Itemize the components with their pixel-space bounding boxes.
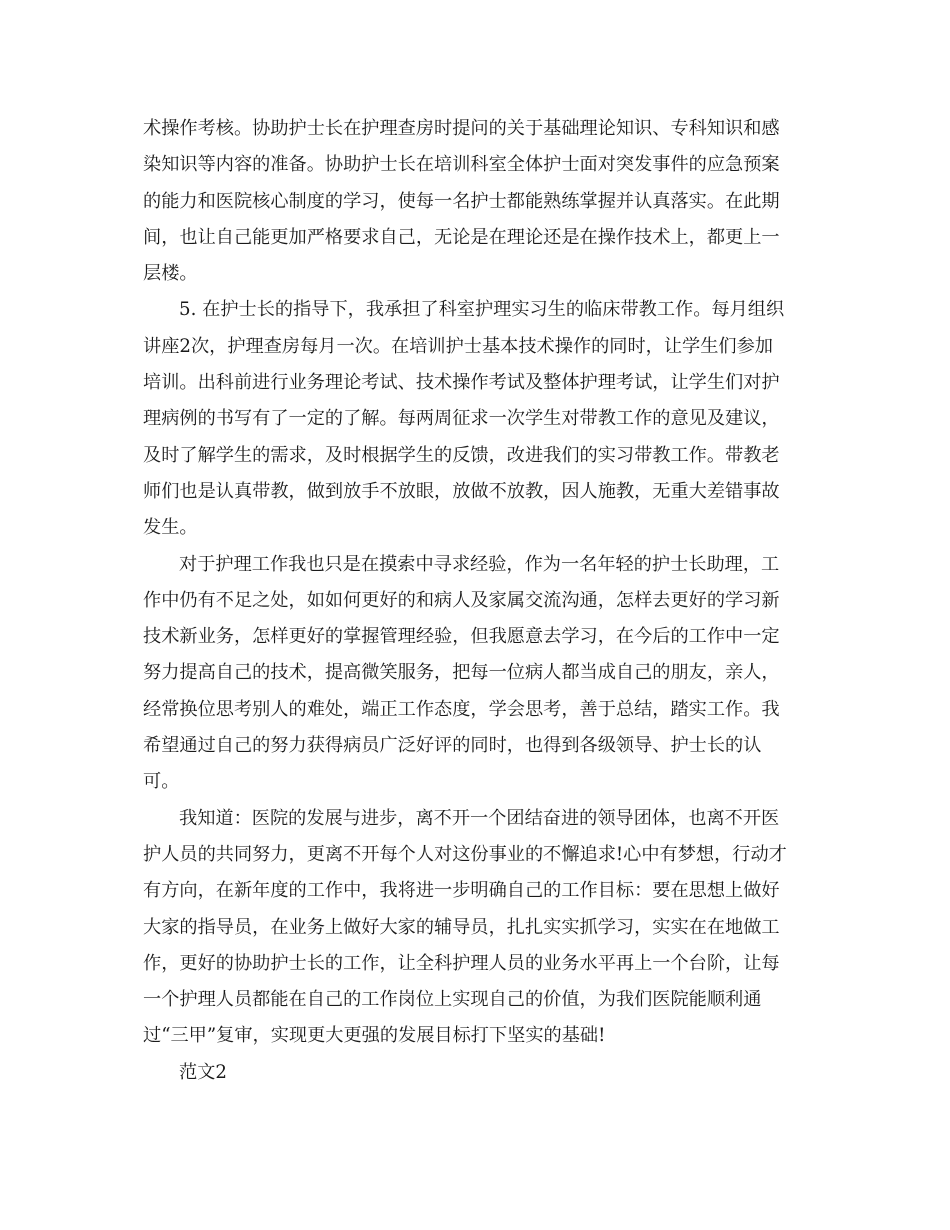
- text-line: 染知识等内容的准备。协助护士长在培训科室全体护士面对突发事件的应急预案: [143, 154, 780, 176]
- text-line: 及时了解学生的需求，及时根据学生的反馈，改进我们的实习带教工作。带教老: [143, 444, 780, 466]
- text-line: 技术新业务，怎样更好的掌握管理经验，但我愿意去学习，在今后的工作中一定: [143, 626, 780, 648]
- text-line: 层楼。: [143, 263, 198, 285]
- text-line: 努力提高自己的技术，提高微笑服务，把每一位病人都当成自己的朋友，亲人，: [143, 662, 780, 684]
- section-heading-block: [143, 1055, 807, 1091]
- text-line: 理病例的书写有了一定的了解。每两周征求一次学生对带教工作的意见及建议，: [143, 408, 780, 430]
- text-line: 一个护理人员都能在自己的工作岗位上实现自己的价值，为我们医院能顺利通: [143, 989, 762, 1011]
- text-line: 可。: [143, 771, 180, 793]
- text-line: 护人员的共同努力，更离不开每个人对这份事业的不懈追求!心中有梦想，行动才: [143, 843, 787, 865]
- text-line: 经常换位思考别人的难处，端正工作态度，学会思考，善于总结，踏实工作。我: [143, 698, 780, 720]
- text-line: 我知道：医院的发展与进步，离不开一个团结奋进的领导团体，也离不开医: [179, 807, 780, 829]
- section-heading: 范文2: [179, 1061, 227, 1083]
- text-line: 希望通过自己的努力获得病员广泛好评的同时，也得到各级领导、护士长的认: [143, 735, 762, 757]
- text-line: 术操作考核。协助护士长在护理查房时提问的关于基础理论知识、专科知识和感: [143, 118, 780, 139]
- text-line: 对于护理工作我也只是在摸索中寻求经验，作为一名年轻的护士长助理，工: [179, 553, 780, 575]
- paragraph-2: [143, 292, 807, 546]
- text-line: 大家的指导员，在业务上做好大家的辅导员，扎扎实实抓学习，实实在在地做工: [143, 916, 780, 938]
- paragraph-4: [143, 801, 807, 1055]
- text-line: 讲座2次，护理查房每月一次。在培训护士基本技术操作的同时，让学生们参加: [143, 335, 773, 357]
- text-line: 师们也是认真带教，做到放手不放眼，放做不放教，因人施教，无重大差错事故: [143, 480, 780, 502]
- text-line: 间，也让自己能更加严格要求自己，无论是在理论还是在操作技术上，都更上一: [143, 226, 780, 248]
- text-line: 有方向，在新年度的工作中，我将进一步明确自己的工作目标：要在思想上做好: [143, 880, 780, 902]
- text-line: 培训。出科前进行业务理论考试、技术操作考试及整体护理考试，让学生们对护: [143, 372, 780, 394]
- text-line: 5. 在护士长的指导下，我承担了科室护理实习生的临床带教工作。每月组织: [179, 299, 785, 321]
- text-line: 作，更好的协助护士长的工作，让全科护理人员的业务水平再上一个台阶，让每: [143, 952, 780, 974]
- paragraph-3: [143, 547, 807, 801]
- paragraph-1: [143, 111, 807, 292]
- text-line: 的能力和医院核心制度的学习，使每一名护士都能熟练掌握并认真落实。在此期: [143, 190, 780, 212]
- text-line: 过“三甲”复审，实现更大更强的发展目标打下坚实的基础!: [143, 1025, 606, 1047]
- text-line: 发生。: [143, 517, 198, 539]
- text-line: 作中仍有不足之处，如如何更好的和病人及家属交流沟通，怎样去更好的学习新: [143, 589, 780, 611]
